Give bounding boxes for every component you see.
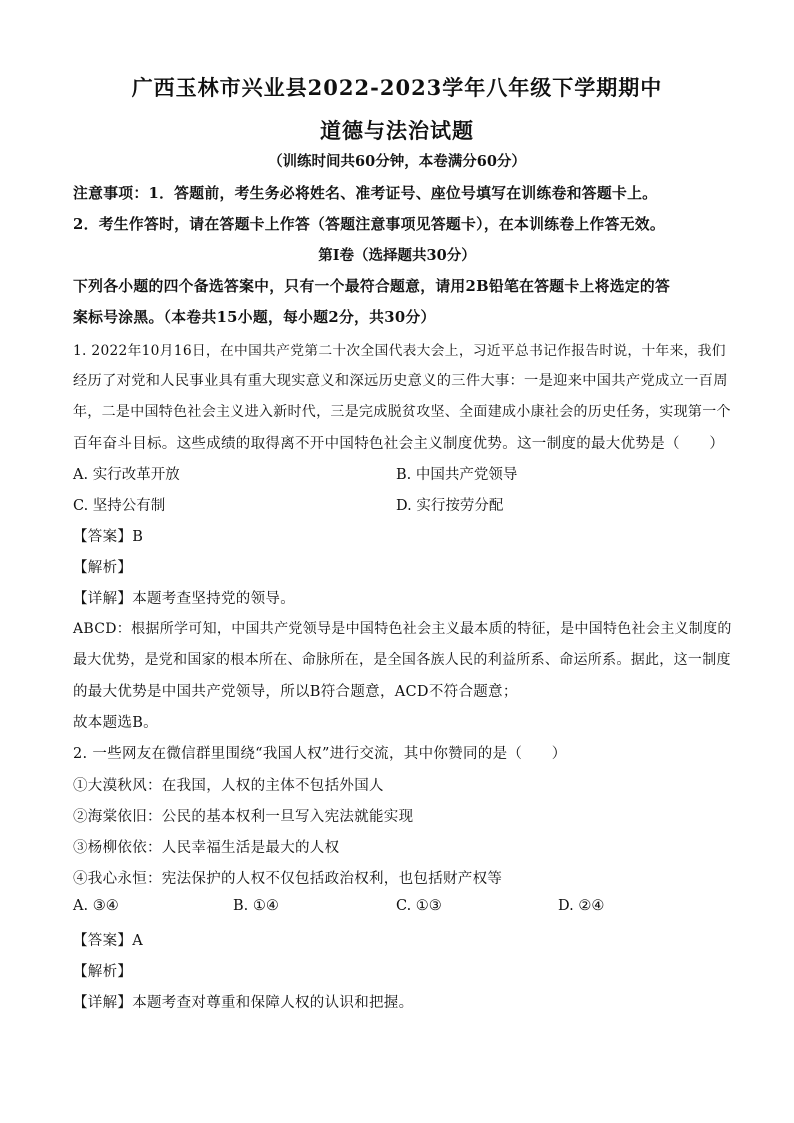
section-instruction-line-2: 案标号涂黑。（本卷共15小题，每小题2分，共30分） xyxy=(73,309,436,326)
q2-analysis-label: 【解析】 xyxy=(73,964,133,980)
q1-option-b: B. 中国共产党领导 xyxy=(396,467,518,483)
notice-line-2: 2．考生作答时，请在答题卡上作答（答题注意事项见答题卡），在本训练卷上作答无效。 xyxy=(73,216,665,233)
q1-option-c: C. 坚持公有制 xyxy=(73,498,166,514)
q2-statement: ①大漠秋风：在我国，人权的主体不包括外国人 xyxy=(73,778,384,794)
q2-statement: ④我心永恒：宪法保护的人权不仅包括政治权利，也包括财产权等 xyxy=(73,871,503,887)
q2-statement: ③杨柳依依：人民幸福生活是最大的人权 xyxy=(73,840,340,856)
notice-line-1: 注意事项：1．答题前，考生务必将姓名、准考证号、座位号填写在训练卷和答题卡上。 xyxy=(73,185,658,202)
q2-answer: 【答案】A xyxy=(73,933,143,949)
q1-option-a: A. 实行改革开放 xyxy=(73,467,180,483)
exam-title: 广西玉林市兴业县2022-2023学年八年级下学期期中 xyxy=(131,75,663,100)
q2-option-a: A. ③④ xyxy=(73,898,119,914)
q1-option-d: D. 实行按劳分配 xyxy=(396,498,504,514)
q2-option-c: C. ①③ xyxy=(396,898,442,914)
q1-explanation-line: 故本题选B。 xyxy=(73,715,158,731)
q1-stem-line: 年，二是中国特色社会主义进入新时代，三是完成脱贫攻坚、全面建成小康社会的历史任务，实现第一个 xyxy=(73,404,731,420)
q1-analysis-label: 【解析】 xyxy=(73,560,133,576)
q1-stem-line: 经历了对党和人民事业具有重大现实意义和深远历史意义的三件大事：一是迎来中国共产党成立一百周 xyxy=(73,373,728,389)
q2-option-d: D. ②④ xyxy=(558,898,605,914)
q2-detail: 【详解】本题考查对尊重和保障人权的认识和把握。 xyxy=(73,995,414,1011)
exam-subject: 道德与法治试题 xyxy=(320,118,474,143)
q2-option-b: B. ①④ xyxy=(233,898,279,914)
q1-stem-line: 1. 2022年10月16日，在中国共产党第二十次全国代表大会上，习近平总书记作报告时说，十年来，我们 xyxy=(73,343,726,359)
section-title: 第Ⅰ卷（选择题共30分） xyxy=(318,247,476,264)
q1-explanation-line: ABCD：根据所学可知，中国共产党领导是中国特色社会主义最本质的特征，是中国特色社会主义制度的 xyxy=(73,621,732,637)
q1-detail: 【详解】本题考查坚持党的领导。 xyxy=(73,591,295,607)
q2-statement: ②海棠依旧：公民的基本权利一旦写入宪法就能实现 xyxy=(73,809,414,825)
exam-timing: （训练时间共60分钟，本卷满分60分） xyxy=(268,153,526,170)
q1-explanation-line: 的最大优势是中国共产党领导，所以B符合题意，ACD不符合题意； xyxy=(73,684,518,700)
q1-explanation-line: 最大优势，是党和国家的根本所在、命脉所在，是全国各族人民的利益所系、命运所系。据此，这一制度 xyxy=(73,652,731,668)
q1-answer: 【答案】B xyxy=(73,529,144,545)
q2-stem: 2. 一些网友在微信群里围绕“我国人权”进行交流，其中你赞同的是（ ） xyxy=(73,746,567,762)
section-instruction-line-1: 下列各小题的四个备选答案中，只有一个最符合题意，请用2B铅笔在答题卡上将选定的答 xyxy=(73,278,671,295)
q1-stem-line: 百年奋斗目标。这些成绩的取得离不开中国特色社会主义制度优势。这一制度的最大优势是（ ） xyxy=(73,436,725,452)
